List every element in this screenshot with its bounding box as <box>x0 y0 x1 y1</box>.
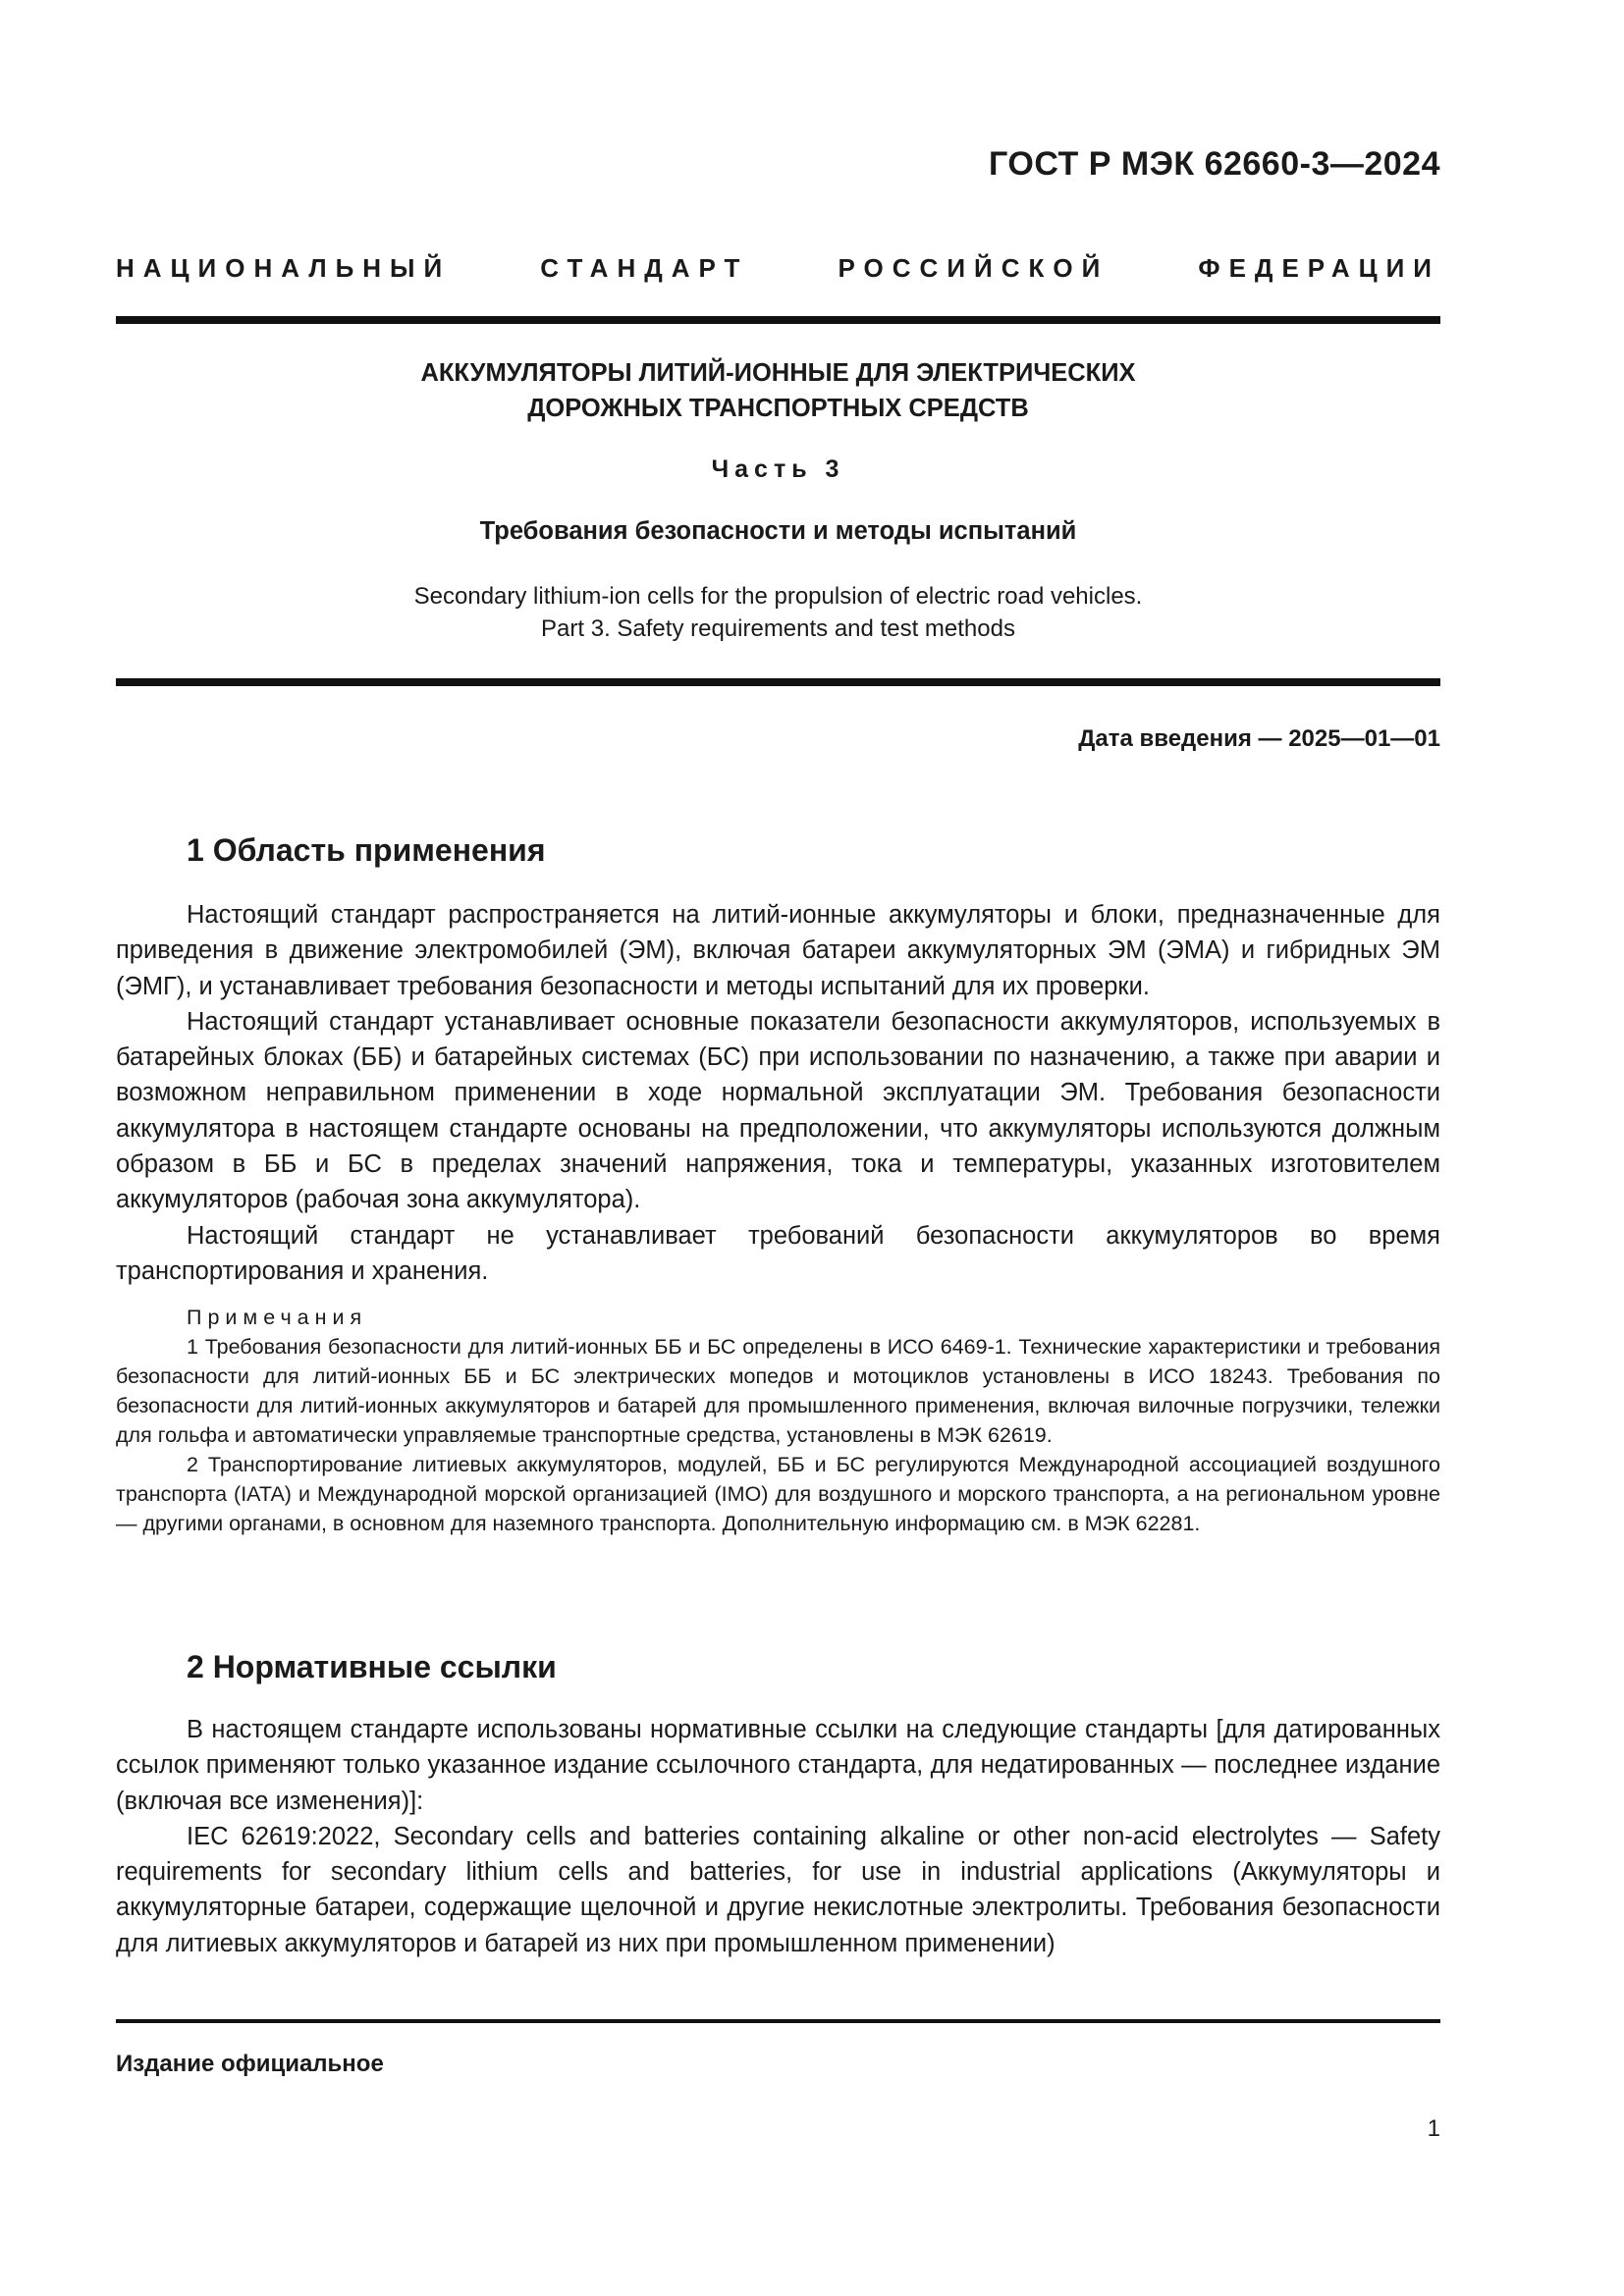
paragraph: IEC 62619:2022, Secondary cells and batteries containing alkaline or other non-acid electrolytes — Safety requirements for secondary lithium cells and batteries, for use in industrial applications (Аккумуляторы и аккумуляторные батареи, содержащие щелочной и другие некислотные электролиты. Требования безопасности для литиевых аккумуляторов и батарей из них при промышленном применении) <box>116 1822 1440 1957</box>
notes-title: Примечания <box>187 1306 368 1329</box>
title-line-1: АККУМУЛЯТОРЫ ЛИТИЙ-ИОННЫЕ ДЛЯ ЭЛЕКТРИЧЕСКИХ <box>420 359 1136 387</box>
title-line-2: ДОРОЖНЫХ ТРАНСПОРТНЫХ СРЕДСТВ <box>527 395 1029 422</box>
part-label: Часть 3 <box>711 455 845 483</box>
title-divider <box>116 678 1440 686</box>
section-2-heading: 2 Нормативные ссылки <box>187 1649 557 1684</box>
document-title <box>116 355 1440 426</box>
note-item: 2 Транспортирование литиевых аккумуляторов, модулей, ББ и БС регулируются Международной ассоциацией воздушного транспорта (IATA) и Международной морской организацией (IMO) для воздушного и морского транспорта, а на региональном уровне — другими органами, в основном для наземного транспорта. Дополнительную информацию см. в МЭК 62281. <box>116 1453 1440 1535</box>
note-item: 1 Требования безопасности для литий-ионных ББ и БС определены в ИСО 6469-1. Технические характеристики и требования безопасности для литий-ионных ББ и БС электрических мопедов и мотоциклов установлены в ИСО 18243. Требования по безопасности для литий-ионных аккумуляторов и батарей для промышленного применения, включая вилочные погрузчики, тележки для гольфа и автоматически управляемые транспортные средства, установлены в МЭК 62619. <box>116 1335 1440 1447</box>
section-1-body <box>116 897 1440 1289</box>
section-2-body <box>116 1712 1440 1961</box>
paragraph: Настоящий стандарт распространяется на литий-ионные аккумуляторы и блоки, предназначенные для приведения в движение электромобилей (ЭМ), включая батареи аккумуляторных ЭМ (ЭМА) и гибридных ЭМ (ЭМГ), и устанавливает требования безопасности и методы испытаний для их проверки. <box>116 901 1440 1000</box>
page-number: 1 <box>1427 2115 1440 2142</box>
official-edition-label: Издание официальное <box>116 2051 384 2077</box>
introduction-date: Дата введения — 2025—01—01 <box>1078 725 1440 752</box>
paragraph: Настоящий стандарт устанавливает основные показатели безопасности аккумуляторов, используемых в батарейных блоках (ББ) и батарейных системах (БС) при использовании по назначению, а также при аварии и возможном неправильном применении в ходе нормальной эксплуатации ЭМ. Требования безопасности аккумулятора в настоящем стандарте основаны на предположении, что аккумуляторы используются должным образом в ББ и БС в пределах значений напряжения, тока и температуры, указанных изготовителем аккумуляторов (рабочая зона аккумулятора). <box>116 1007 1440 1214</box>
english-title-line-2: Part 3. Safety requirements and test methods <box>541 615 1015 642</box>
paragraph: В настоящем стандарте использованы нормативные ссылки на следующие стандарты [для датированных ссылок применяют только указанное издание ссылочного стандарта, для недатированных — последнее издание (включая все изменения)]: <box>116 1716 1440 1815</box>
national-standard-heading: НАЦИОНАЛЬНЫЙ СТАНДАРТ РОССИЙСКОЙ ФЕДЕРАЦИИ <box>116 253 1440 283</box>
requirements-subtitle: Требования безопасности и методы испытаний <box>479 517 1077 545</box>
section-1-heading: 1 Область применения <box>187 832 546 868</box>
top-divider <box>116 316 1440 324</box>
gost-code: ГОСТ Р МЭК 62660-3—2024 <box>989 145 1440 183</box>
english-title-line-1: Secondary lithium-ion cells for the propulsion of electric road vehicles. <box>413 583 1143 610</box>
paragraph: Настоящий стандарт не устанавливает требований безопасности аккумуляторов во время транспортирования и хранения. <box>116 1221 1440 1285</box>
english-title <box>116 580 1440 645</box>
notes-block <box>116 1303 1440 1538</box>
footer-divider <box>116 2019 1440 2023</box>
